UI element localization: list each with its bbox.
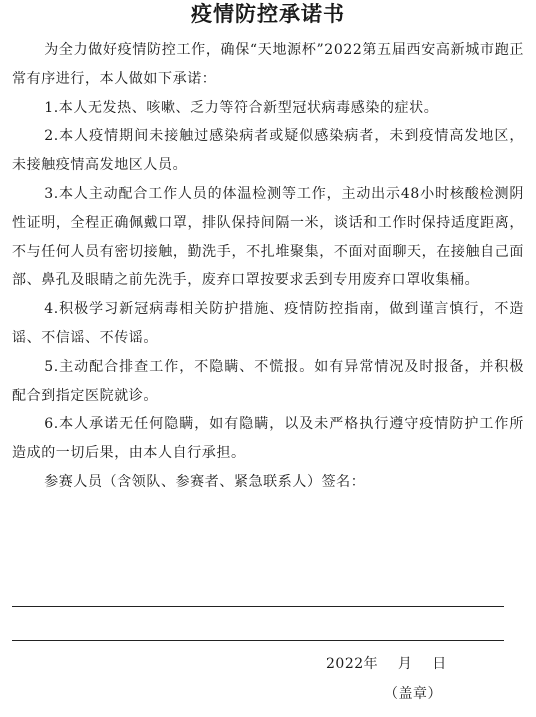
date-field: 2022年 月 日 <box>326 656 447 672</box>
commitment-item-5: 5.主动配合排查工作，不隐瞒、不慌报。如有异常情况及时报备，并积极配合到指定医院就诊。 <box>12 358 524 404</box>
document-body <box>12 36 524 497</box>
commitment-item-4: 4.积极学习新冠病毒相关防护措施、疫情防控指南，做到谨言慎行，不造谣、不信谣、不传谣。 <box>12 301 524 346</box>
signature-line-1 <box>12 606 504 607</box>
commitment-item-1: 1.本人无发热、咳嗽、乏力等符合新型冠状病毒感染的症状。 <box>44 99 439 116</box>
signature-line-2 <box>12 640 504 641</box>
commitment-item-3: 3.本人主动配合工作人员的体温检测等工作，主动出示48小时核酸检测阴性证明，全程正确佩戴口罩，排队保持间隔一米，谈话和工作时保持适度距离，不与任何人员有密切接触，勤洗手，不扎堆聚集，不面对面聊天，在接触自己面部、鼻孔及眼睛之前先洗手，废弃口罩按要求丢到专用废弃口罩收集桶。 <box>12 185 524 289</box>
commitment-item-2: 2.本人疫情期间未接触过感染病者或疑似感染病者，未到疫情高发地区，未接触疫情高发地区人员。 <box>12 128 524 174</box>
signature-label: 参赛人员（含领队、参赛者、紧急联系人）签名： <box>44 473 366 490</box>
commitment-item-6: 6.本人承诺无任何隐瞒，如有隐瞒，以及未严格执行遵守疫情防护工作所造成的一切后果，由本人自行承担。 <box>12 416 524 462</box>
intro-paragraph: 为全力做好疫情防控工作，确保“天地源杯”2022第五届西安高新城市跑正常有序进行，本人做如下承诺： <box>12 42 524 87</box>
seal-label: （盖章） <box>384 686 442 702</box>
document-title: 疫情防控承诺书 <box>191 2 345 26</box>
